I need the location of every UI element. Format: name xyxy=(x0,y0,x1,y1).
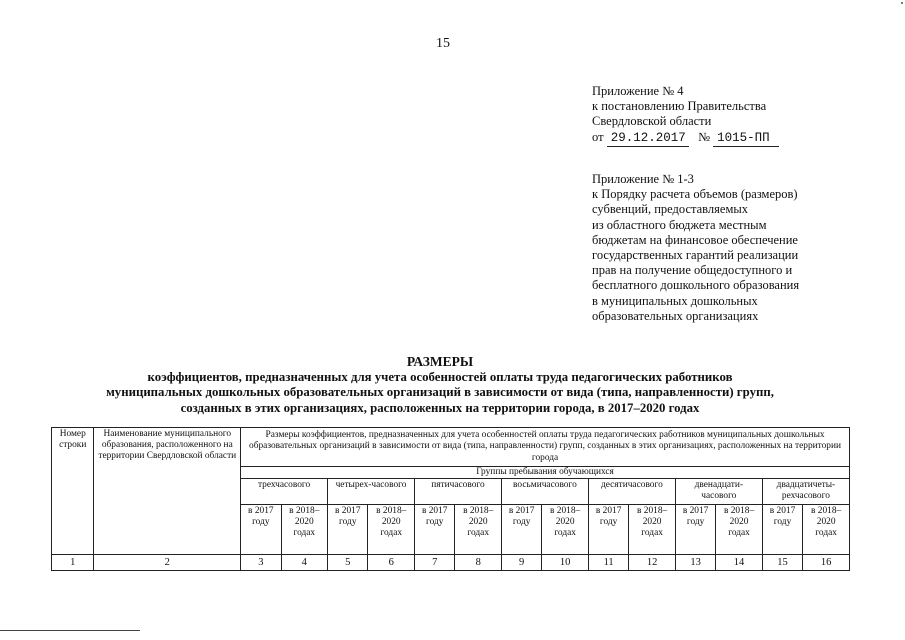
appendix-4-line: Приложение № 4 xyxy=(592,84,684,98)
group-header: пятичасового xyxy=(415,479,502,504)
appendix-4-date-line xyxy=(592,130,779,147)
column-number: 3 xyxy=(241,554,281,570)
subheader-2018-2020: в 2018–2020 годах xyxy=(368,504,415,554)
column-number: 2 xyxy=(94,554,241,570)
appendix-1-3-line: к Порядку расчета объемов (размеров) xyxy=(592,187,798,202)
header-groups: Группы пребывания обучающихся xyxy=(241,467,850,479)
subheader-2018-2020: в 2018–2020 годах xyxy=(455,504,502,554)
appendix-1-3-line: из областного бюджета местным xyxy=(592,217,767,232)
column-number: 13 xyxy=(675,554,715,570)
number-label: № xyxy=(698,129,710,144)
subheader-2017: в 2017 году xyxy=(328,504,368,554)
appendix-1-3-block xyxy=(592,172,799,324)
resolution-date: 29.12.2017 xyxy=(607,131,689,147)
header-coefficients-span: Размеры коэффициентов, предназначенных для учета особенностей оплаты труда педагогических работников муниципальных дошкольных образовательных организаций в зависимости от вида (типа, направленности) групп, созданных в этих организациях, расположенных на территории города xyxy=(241,428,850,467)
column-number: 6 xyxy=(368,554,415,570)
subheader-2018-2020: в 2018–2020 годах xyxy=(716,504,763,554)
appendix-1-3-line: государственных гарантий реализации xyxy=(592,248,799,263)
subheader-2017: в 2017 году xyxy=(415,504,455,554)
title-line: коэффициентов, предназначенных для учета особенностей оплаты труда педагогических работников xyxy=(147,369,733,384)
appendix-4-block xyxy=(592,84,779,147)
column-number: 16 xyxy=(803,554,850,570)
appendix-4-line: Свердловской области xyxy=(592,114,712,129)
group-header: двенадцати-часового xyxy=(675,479,762,504)
appendix-4-line: к постановлению Правительства xyxy=(592,99,767,114)
title-line: муниципальных дошкольных образовательных организаций в зависимости от вида (типа, направленности) групп, xyxy=(106,385,774,399)
column-number: 10 xyxy=(542,554,589,570)
column-number: 15 xyxy=(762,554,802,570)
group-header: двадцатичеты-рехчасового xyxy=(762,479,849,504)
column-number: 9 xyxy=(501,554,541,570)
column-number: 7 xyxy=(415,554,455,570)
subheader-2017: в 2017 году xyxy=(762,504,802,554)
column-number: 11 xyxy=(588,554,628,570)
title-line: созданных в этих организациях, расположенных на территории города, в 2017–2020 годах xyxy=(180,400,700,415)
document-title xyxy=(60,354,820,416)
scan-speck xyxy=(901,2,903,4)
appendix-1-3-line: субвенций, предоставляемых xyxy=(592,202,748,217)
group-header: восьмичасового xyxy=(501,479,588,504)
column-number: 4 xyxy=(281,554,328,570)
subheader-2018-2020: в 2018–2020 годах xyxy=(629,504,676,554)
appendix-1-3-line: Приложение № 1-3 xyxy=(592,172,694,186)
bottom-rule xyxy=(0,630,140,631)
subheader-2018-2020: в 2018–2020 годах xyxy=(281,504,328,554)
subheader-2017: в 2017 году xyxy=(675,504,715,554)
resolution-number: 1015-ПП xyxy=(713,131,779,147)
appendix-1-3-line: бюджетам на финансовое обеспечение xyxy=(592,232,798,247)
appendix-1-3-line: бесплатного дошкольного образования xyxy=(592,278,800,293)
appendix-1-3-line: образовательных организациях xyxy=(592,308,759,323)
column-number: 12 xyxy=(629,554,676,570)
column-number: 1 xyxy=(52,554,94,570)
subheader-2017: в 2017 году xyxy=(588,504,628,554)
title-main: РАЗМЕРЫ xyxy=(406,354,474,369)
appendix-1-3-line: прав на получение общедоступного и xyxy=(592,263,793,278)
subheader-2017: в 2017 году xyxy=(501,504,541,554)
appendix-1-3-line: в муниципальных дошкольных xyxy=(592,293,758,308)
from-label: от xyxy=(592,129,604,144)
header-row-number: Номер строки xyxy=(52,428,94,555)
page-number: 15 xyxy=(436,36,450,51)
coefficients-table xyxy=(51,427,850,571)
subheader-2017: в 2017 году xyxy=(241,504,281,554)
subheader-2018-2020: в 2018–2020 годах xyxy=(542,504,589,554)
subheader-2018-2020: в 2018–2020 годах xyxy=(803,504,850,554)
group-header: десятичасового xyxy=(588,479,675,504)
column-number-row xyxy=(52,554,850,570)
group-header: четырех-часового xyxy=(328,479,415,504)
column-number: 8 xyxy=(455,554,502,570)
group-header: трехчасового xyxy=(241,479,328,504)
header-municipality: Наименование муниципального образования, расположенного на территории Свердловской области xyxy=(94,428,241,555)
column-number: 5 xyxy=(328,554,368,570)
column-number: 14 xyxy=(716,554,763,570)
